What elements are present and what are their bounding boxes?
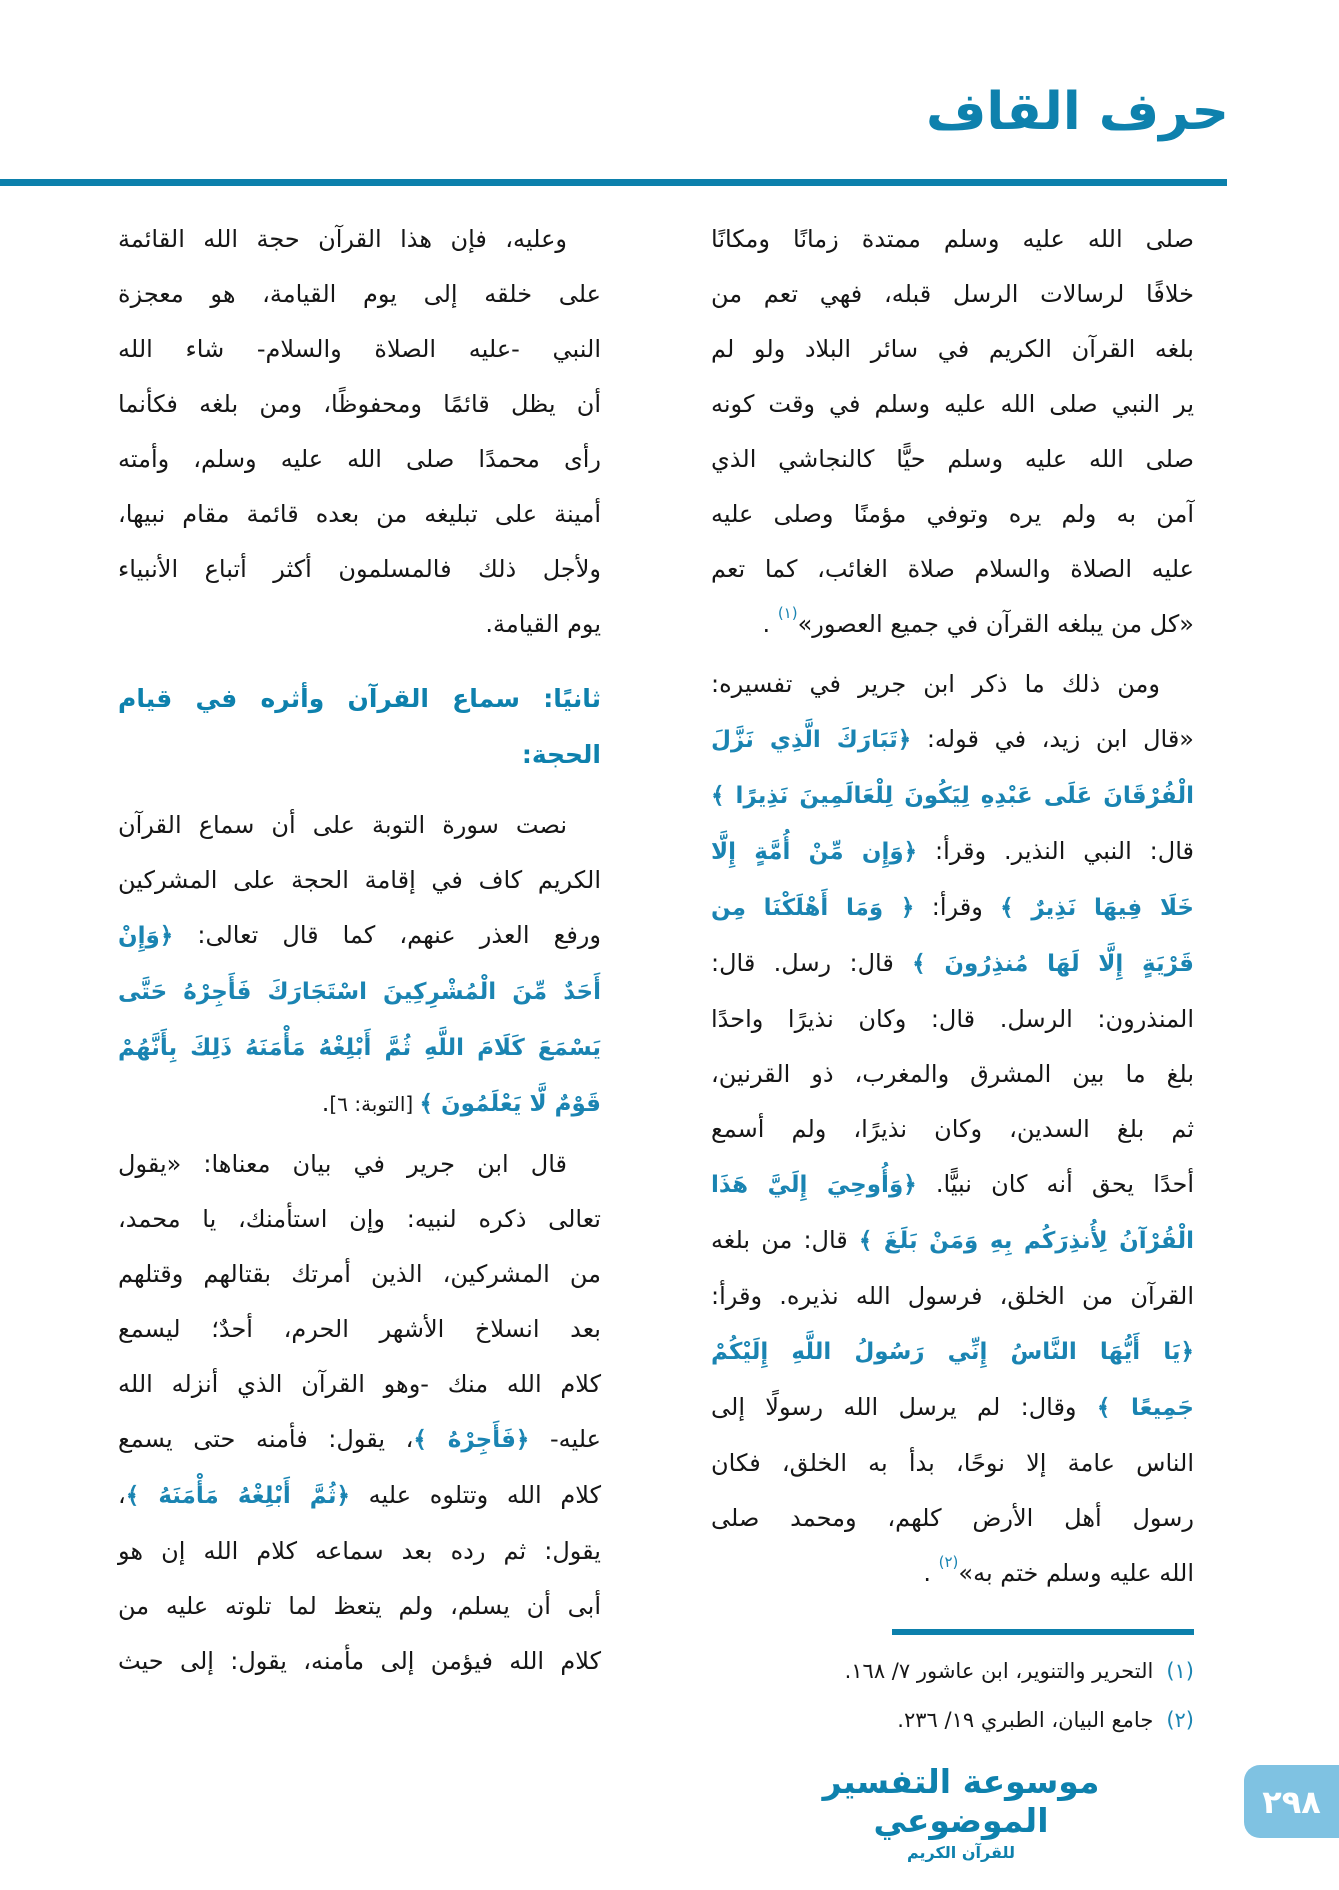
body-text: يوم القيامة.: [485, 610, 601, 638]
quran-text: جَمِيعًا ﴾: [1096, 1395, 1194, 1421]
text-line: [711, 1269, 1194, 1324]
paragraph: [118, 1137, 601, 1689]
text-line: [118, 671, 601, 727]
text-line: [118, 487, 601, 542]
body-text: بلغ ما بين المشرق والمغرب، ذو القرنين،: [711, 1060, 1194, 1088]
page-number-badge: [1244, 1765, 1339, 1838]
section-letter-title: حرف القاف: [925, 82, 1229, 142]
text-line: [118, 727, 601, 783]
footnote-text: التحرير والتنوير، ابن عاشور ٧/ ١٦٨.: [844, 1659, 1154, 1683]
column-left-text: [118, 212, 601, 1689]
column-left: [118, 212, 601, 1689]
text-line: [118, 377, 601, 432]
column-right-text: [711, 212, 1194, 1601]
body-text: أحدًا يحق أنه كان نبيًّا.: [916, 1170, 1194, 1198]
text-line: [118, 853, 601, 908]
text-line: [118, 1302, 601, 1357]
text-line: [118, 1076, 601, 1132]
publisher-logo: [761, 1762, 1161, 1862]
quran-text: ﴿وَأُوحِيَ إِلَيَّ هَذَا: [711, 1172, 917, 1198]
text-line: [118, 1468, 601, 1524]
text-line: [118, 1020, 601, 1076]
section-heading: [118, 671, 601, 783]
body-text: ثانيًا: سماع القرآن وأثره في قيام: [118, 684, 601, 713]
text-line: [711, 487, 1194, 542]
quran-text: ﴿تَبَارَكَ الَّذِي نَزَّلَ: [711, 727, 912, 753]
body-text: أن يظل قائمًا ومحفوظًا، ومن بلغه فكأنما: [118, 390, 601, 418]
body-text: قال: من بلغه: [711, 1226, 859, 1254]
body-text: كلام الله وتتلوه عليه: [349, 1481, 602, 1509]
text-line: [711, 432, 1194, 487]
text-line: [118, 1524, 601, 1579]
quran-text: قَوْمٌ لَّا يَعْلَمُونَ ﴾: [419, 1091, 601, 1117]
text-line: [118, 542, 601, 597]
body-text: .: [321, 1089, 330, 1117]
footnote-text: جامع البيان، الطبري ١٩/ ٢٣٦.: [897, 1708, 1154, 1732]
header-rule: [0, 179, 1227, 186]
text-line: [118, 322, 601, 377]
body-text: رأى محمدًا صلى الله عليه وسلم، وأمته: [118, 445, 601, 473]
body-text: أمينة على تبليغه من بعده قائمة مقام نبيها،: [118, 500, 601, 528]
body-text: «كل من يبلغه القرآن في جميع العصور»: [797, 610, 1194, 638]
text-line: [711, 992, 1194, 1047]
text-line: [711, 1213, 1194, 1269]
body-text: النبي -عليه الصلاة والسلام- شاء الله: [118, 335, 601, 363]
text-line: [711, 880, 1194, 936]
body-text: بعد انسلاخ الأشهر الحرم، أحدٌ؛ ليسمع: [118, 1315, 601, 1343]
text-line: [118, 964, 601, 1020]
text-line: [118, 1192, 601, 1247]
text-line: [711, 824, 1194, 880]
text-line: [711, 768, 1194, 824]
text-line: [118, 432, 601, 487]
text-line: [118, 597, 601, 652]
content-columns: [118, 212, 1194, 1745]
body-text: .: [762, 610, 778, 638]
body-text: القرآن من الخلق، فرسول الله نذيره. وقرأ:: [711, 1282, 1194, 1310]
body-text: قال: النبي النذير. وقرأ:: [917, 837, 1194, 865]
text-line: [711, 1157, 1194, 1213]
body-text: أبى أن يسلم، ولم يتعظ لما تلوته عليه من: [118, 1592, 601, 1620]
text-line: [118, 1137, 601, 1192]
quran-text: قَرْيَةٍ إِلَّا لَهَا مُنذِرُونَ ﴾: [912, 951, 1194, 977]
body-text: ،: [118, 1481, 126, 1509]
text-line: [118, 798, 601, 853]
text-line: [711, 212, 1194, 267]
body-text: كلام الله منك -وهو القرآن الذي أنزله الله: [118, 1370, 601, 1398]
body-text: الناس عامة إلا نوحًا، بدأ به الخلق، فكان: [711, 1449, 1194, 1477]
body-text: كلام الله فيؤمن إلى مأمنه، يقول: إلى حيث: [118, 1647, 601, 1675]
paragraph: [711, 212, 1194, 652]
quran-text: ﴿وَإِن مِّنْ أُمَّةٍ إِلَّا: [711, 839, 918, 865]
body-text: ير النبي صلى الله عليه وسلم في وقت كونه: [711, 390, 1194, 418]
paragraph: [118, 798, 601, 1132]
text-line: [118, 212, 601, 267]
body-text: وقرأ:: [914, 893, 1001, 921]
text-line: [711, 1546, 1194, 1601]
body-text: بلغه القرآن الكريم في سائر البلاد ولو لم: [711, 335, 1194, 363]
text-line: [711, 267, 1194, 322]
text-line: [118, 1634, 601, 1689]
column-right: [711, 212, 1194, 1745]
body-text: ومن ذلك ما ذكر ابن جرير في تفسيره:: [711, 670, 1160, 698]
body-text: قال ابن جرير في بيان معناها: «يقول: [118, 1150, 567, 1178]
text-line: [118, 1579, 601, 1634]
body-text: صلى الله عليه وسلم حيًّا كالنجاشي الذي: [711, 445, 1194, 473]
body-text: ولأجل ذلك فالمسلمون أكثر أتباع الأنبياء: [118, 555, 601, 583]
body-text: الحجة:: [521, 740, 601, 769]
body-text: قال: رسل. قال:: [711, 949, 913, 977]
quran-text: ﴿ثُمَّ أَبْلِغْهُ مَأْمَنَهُ ﴾: [125, 1483, 350, 1509]
text-line: [711, 712, 1194, 768]
verse-citation: [التوبة: ٦]: [329, 1092, 420, 1116]
footnote-marker: (٢): [1166, 1708, 1194, 1732]
text-line: [711, 1047, 1194, 1102]
body-text: صلى الله عليه وسلم ممتدة زمانًا ومكانًا: [711, 225, 1194, 253]
body-text: .: [923, 1559, 939, 1587]
body-text: نصت سورة التوبة على أن سماع القرآن: [118, 811, 567, 839]
text-line: [118, 1412, 601, 1468]
footnote-item: [711, 1696, 1194, 1745]
footnote-separator: [892, 1629, 1194, 1635]
footnote-ref: (٢): [938, 1553, 959, 1571]
footnotes-list: [711, 1647, 1194, 1745]
body-text: خلافًا لرسالات الرسل قبله، فهي تعم من: [711, 280, 1194, 308]
body-text: على خلقه إلى يوم القيامة، هو معجزة: [118, 280, 601, 308]
text-line: [118, 908, 601, 964]
quran-text: ﴿فَأَجِرْهُ ﴾: [413, 1427, 530, 1453]
body-text: من المشركين، الذين أمرتك بقتالهم وقتلهم: [118, 1260, 601, 1288]
text-line: [711, 1380, 1194, 1436]
text-line: [118, 1357, 601, 1412]
text-line: [711, 597, 1194, 652]
page-number: ٢٩٨: [1262, 1782, 1321, 1821]
body-text: وعليه، فإن هذا القرآن حجة الله القائمة: [118, 225, 567, 253]
paragraph: [711, 657, 1194, 1601]
quran-text: أَحَدٌ مِّنَ الْمُشْرِكِينَ اسْتَجَارَكَ فَأَجِرْهُ حَتَّى: [118, 979, 601, 1005]
text-line: [711, 1436, 1194, 1491]
text-line: [711, 936, 1194, 992]
text-line: [711, 542, 1194, 597]
footnote-item: [711, 1647, 1194, 1696]
body-text: الكريم كاف في إقامة الحجة على المشركين: [118, 866, 601, 894]
logo-sub-text: للقرآن الكريم: [906, 1843, 1016, 1862]
logo-main-text: موسوعة التفسير الموضوعي: [822, 1762, 1100, 1840]
quran-text: ﴿ وَمَا أَهْلَكْنَا مِن: [711, 895, 915, 921]
text-line: [118, 1247, 601, 1302]
text-line: [711, 1491, 1194, 1546]
body-text: ، يقول: فأمنه حتى يسمع: [118, 1425, 414, 1453]
body-text: عليه الصلاة والسلام صلاة الغائب، كما تعم: [711, 555, 1194, 583]
text-line: [711, 377, 1194, 432]
text-line: [711, 657, 1194, 712]
footnote-ref: (١): [777, 604, 798, 622]
footnote-marker: (١): [1166, 1659, 1194, 1683]
quran-text: ﴿يَا أَيُّهَا النَّاسُ إِنِّي رَسُولُ اللَّهِ إِلَيْكُمْ: [711, 1339, 1194, 1365]
quran-text: خَلَا فِيهَا نَذِيرٌ ﴾: [1000, 895, 1194, 921]
text-line: [711, 322, 1194, 377]
body-text: الله عليه وسلم ختم به»: [958, 1559, 1194, 1587]
quran-text: الْفُرْقَانَ عَلَى عَبْدِهِ لِيَكُونَ لِلْعَالَمِينَ نَذِيرًا ﴾: [711, 783, 1194, 809]
quran-text: يَسْمَعَ كَلَامَ اللَّهِ ثُمَّ أَبْلِغْهُ مَأْمَنَهُ ذَلِكَ بِأَنَّهُمْ: [118, 1035, 601, 1061]
body-text: يقول: ثم رده بعد سماعه كلام الله إن هو: [118, 1537, 601, 1565]
body-text: رسول أهل الأرض كلهم، ومحمد صلى: [711, 1504, 1194, 1532]
body-text: «قال ابن زيد، في قوله:: [911, 725, 1194, 753]
body-text: المنذرون: الرسل. قال: وكان نذيرًا واحدًا: [711, 1005, 1194, 1033]
body-text: آمن به ولم يره وتوفي مؤمنًا وصلى عليه: [711, 500, 1194, 528]
body-text: ثم بلغ السدين، وكان نذيرًا، ولم أسمع: [711, 1115, 1194, 1143]
body-text: تعالى ذكره لنبيه: وإن استأمنك، يا محمد،: [118, 1205, 601, 1233]
body-text: وقال: لم يرسل الله رسولًا إلى: [711, 1393, 1097, 1421]
text-line: [118, 267, 601, 322]
quran-text: ﴿وَإِنْ: [118, 923, 174, 949]
paragraph: [118, 212, 601, 652]
body-text: عليه-: [529, 1425, 601, 1453]
text-line: [711, 1102, 1194, 1157]
body-text: ورفع العذر عنهم، كما قال تعالى:: [173, 921, 601, 949]
quran-text: الْقُرْآنُ لِأُنذِرَكُم بِهِ وَمَنْ بَلَغَ ﴾: [858, 1228, 1195, 1254]
text-line: [711, 1324, 1194, 1380]
